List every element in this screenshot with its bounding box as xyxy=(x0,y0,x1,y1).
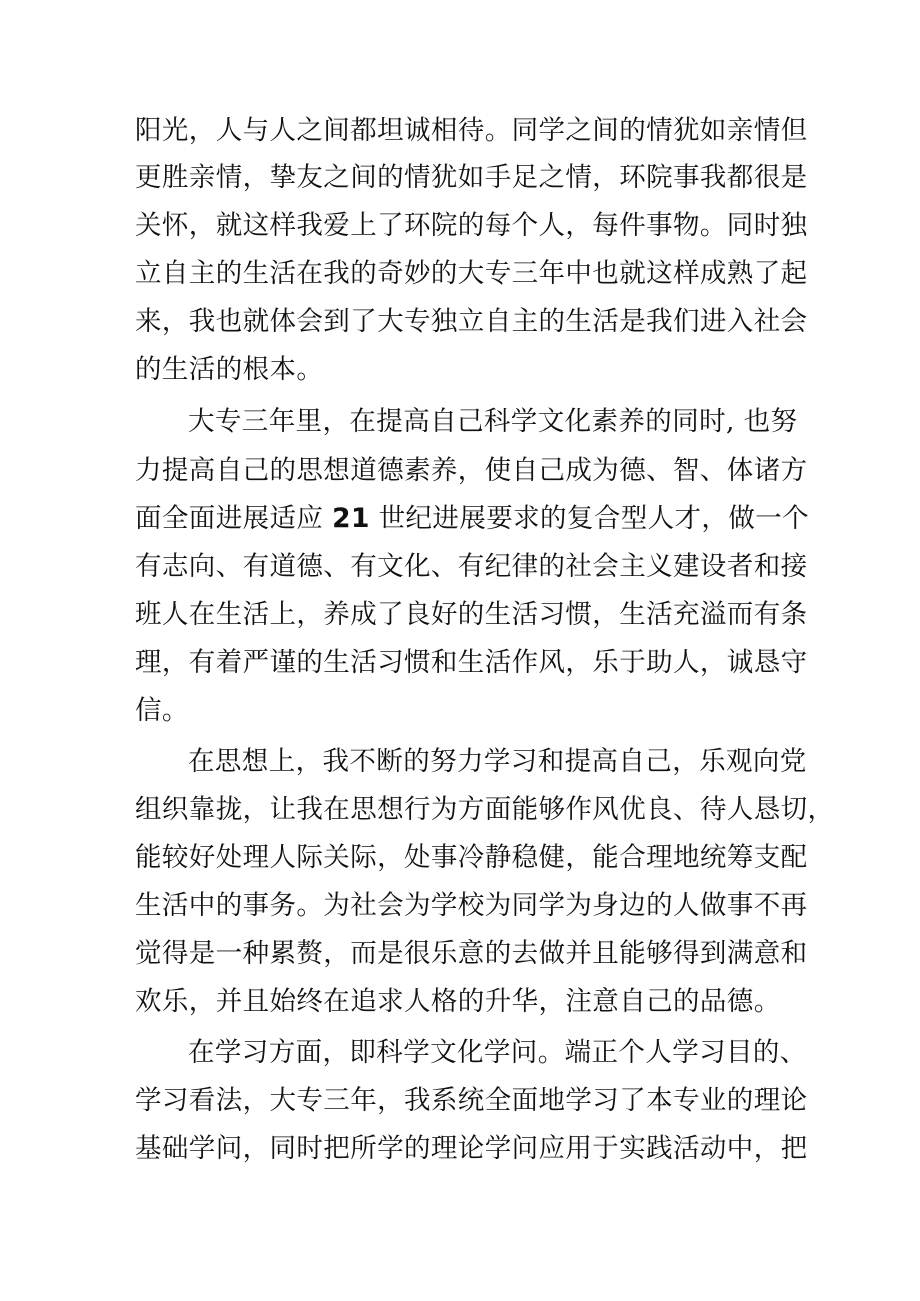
paragraph-3-line-3: 能较好处理人际关际，处事冷静稳健，能合理地统筹支配 xyxy=(135,842,808,873)
paragraph-3-line-5: 觉得是一种累赘，而是很乐意的去做并且能够得到满意和 xyxy=(135,938,808,969)
paragraph-1-line-3: 关怀，就这样我爱上了环院的每个人，每件事物。同时独 xyxy=(135,210,808,241)
paragraph-2-line-4: 有志向、有道德、有文化、有纪律的社会主义建设者和接 xyxy=(135,551,808,582)
paragraph-4-line-1: 在学习方面，即科学文化学问。端正个人学习目的、 xyxy=(188,1037,807,1068)
paragraph-2-line-1: 大专三年里，在提高自己科学文化素养的同时, 也努 xyxy=(188,406,798,437)
paragraph-3-line-6: 欢乐，并且始终在追求人格的升华，注意自己的品德。 xyxy=(135,986,781,1017)
paragraph-1-line-6: 的生活的根本。 xyxy=(135,354,324,385)
paragraph-1-line-5: 来，我也就体会到了大专独立自主的生活是我们进入社会 xyxy=(135,306,808,337)
paragraph-2-line-7: 信。 xyxy=(135,695,189,726)
century-number: 21 xyxy=(332,503,370,534)
paragraph-4-line-3: 基础学问，同时把所学的理论学问应用于实践活动中，把 xyxy=(135,1133,808,1164)
paragraph-2-line-3 xyxy=(135,502,810,536)
paragraph-2-line-2: 力提高自己的思想道德素养，使自己成为德、智、体诸方 xyxy=(135,455,808,486)
paragraph-3-line-1: 在思想上，我不断的努力学习和提高自己，乐观向党 xyxy=(188,746,807,777)
paragraph-3-line-2: 组织靠拢，让我在思想行为方面能够作风优良、待人恳切， xyxy=(135,794,835,825)
paragraph-3-line-4: 生活中的事务。为社会为学校为同学为身边的人做事不再 xyxy=(135,890,808,921)
paragraph-2-line-3-text-a: 面全面进展适应 xyxy=(135,503,333,534)
paragraph-2-line-5: 班人在生活上，养成了良好的生活习惯，生活充溢而有条 xyxy=(135,599,808,630)
paragraph-1-line-1: 阳光，人与人之间都坦诚相待。同学之间的情犹如亲情但 xyxy=(135,115,808,146)
paragraph-4-line-2: 学习看法，大专三年，我系统全面地学习了本专业的理论 xyxy=(135,1085,808,1116)
paragraph-2-line-3-text-b: 世纪进展要求的复合型人才，做一个 xyxy=(369,503,810,534)
paragraph-1-line-4: 立自主的生活在我的奇妙的大专三年中也就这样成熟了起 xyxy=(135,258,808,289)
paragraph-2-line-6: 理，有着严谨的生活习惯和生活作风，乐于助人，诚恳守 xyxy=(135,647,808,678)
paragraph-1-line-2: 更胜亲情，挚友之间的情犹如手足之情，环院事我都很是 xyxy=(135,162,808,193)
